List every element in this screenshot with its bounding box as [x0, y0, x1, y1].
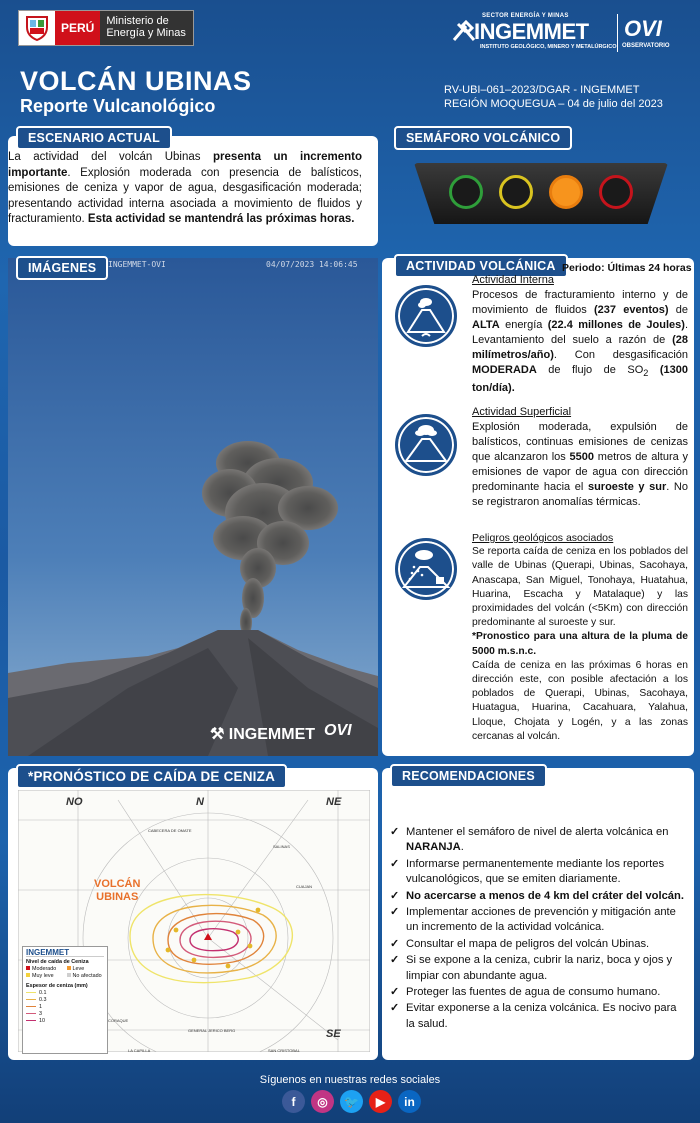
surface-activity-title: Actividad Superficial: [472, 406, 572, 418]
actividad-tag: ACTIVIDAD VOLCÁNICA: [394, 254, 568, 278]
surface-activity-text: Actividad Superficial Explosión moderada, expulsión de balísticos, continuas emisiones de cenizas que alcanzaron los 5500 metros de altura y emisiones de vapor de agua con dirección predominante hacia el suroeste y sur. No se registraron anomalías térmicas.: [472, 406, 688, 508]
brand-sector: SECTOR ENERGÍA Y MINAS: [482, 13, 569, 19]
legend-thickness-item: 0.1: [26, 990, 104, 997]
camera-timestamp: 04/07/2023 14:06:45: [266, 260, 358, 269]
internal-activity-text: Actividad Interna Procesos de fracturamiento interno y de movimiento de fluidos (237 eventos) de ALTA energía (22.4 millones de Joules). Levantamiento del suelo a razón de (28 milímetros/año). Con desgasificación MODERADA de flujo de $SO_2$ (1300 ton/día).: [472, 274, 688, 395]
legend-thickness-item: 10: [26, 1018, 104, 1025]
brand-divider: [617, 14, 618, 52]
forecast-legend: [22, 946, 108, 1054]
twitter-icon[interactable]: 🐦: [340, 1090, 363, 1113]
compass-no: NO: [66, 796, 83, 808]
svg-text:LA CAPILLA: LA CAPILLA: [128, 1048, 151, 1052]
compass-se: SE: [326, 1028, 341, 1040]
instagram-icon[interactable]: ◎: [311, 1090, 334, 1113]
report-region-date: REGIÓN MOQUEGUA – 04 de julio del 2023: [444, 98, 663, 110]
traffic-light: [414, 163, 668, 224]
legend-thickness-item: 0.3: [26, 997, 104, 1004]
legend-brand: INGEMMET: [26, 949, 104, 957]
svg-text:SAN CRISTOBAL: SAN CRISTOBAL: [268, 1048, 300, 1052]
legend-level-item: Leve: [67, 966, 105, 973]
svg-text:GENERAL JERICO BERG: GENERAL JERICO BERG: [188, 1028, 236, 1033]
svg-text:SALINAS: SALINAS: [273, 844, 290, 849]
red-light: [599, 175, 633, 209]
svg-text:CABECERA DE OMATE: CABECERA DE OMATE: [148, 828, 192, 833]
ovi-subtitle: OBSERVATORIO: [622, 43, 670, 49]
volcano-eruption-image: [8, 258, 378, 756]
escenario-tag: ESCENARIO ACTUAL: [16, 126, 172, 150]
government-logo: [18, 10, 194, 46]
linkedin-icon[interactable]: in: [398, 1090, 421, 1113]
geological-hazards-text: [472, 531, 688, 744]
watermark-ovi: OVI: [324, 722, 352, 739]
ash-forecast-panel: [8, 768, 378, 1060]
surface-activity-icon: [395, 414, 457, 476]
hazards-paragraph-2: Caída de ceniza en las próximas 6 horas en dirección este, con posible afectación a los poblados de Querapi, Ubinas, Sacohaya, Huatagua, Huarina, Cacahuara, Yalahua, Lloque, Chojata y Logén, y a las zonas cercanas al volcán.: [472, 659, 688, 742]
camera-label: INGEMMET-OVI: [108, 260, 166, 269]
youtube-icon[interactable]: ▶: [369, 1090, 392, 1113]
brand-name: INGEMMET: [474, 19, 589, 44]
yellow-light: [499, 175, 533, 209]
orange-light: [549, 175, 583, 209]
green-light: [449, 175, 483, 209]
escenario-text: La actividad del volcán Ubinas presenta un incremento importante. Explosión moderada con presencia de balísticos, emisiones de ceniza y vapor de agua, desgasificación moderada; presentando actividad interna asociada a movimiento de fluidos y fracturamiento. Esta actividad se mantendrá las próximas horas.: [8, 151, 362, 226]
hammer-icon: [452, 20, 476, 42]
semaforo-tag: SEMÁFORO VOLCÁNICO: [394, 126, 572, 150]
hazards-paragraph-1: Se reporta caída de ceniza en los poblados del valle de Ubinas (Querapi, Ubinas, Sacohaya, Anascapa, San Miguel, Tonohaya, Huatahua, Huarina, Escacha y Matalaque) y las proximidades del volcán (<5Km) con dirección predominante al suroeste y sur.: [472, 546, 688, 629]
recommendation-item: ✓ Implementar acciones de prevención y mitigación ante un incremento de la actividad volcánica.: [390, 905, 688, 936]
imagenes-tag: IMÁGENES: [16, 256, 108, 280]
coat-of-arms-icon: [19, 11, 55, 45]
recommendation-item: ✓ Informarse permanentemente mediante los reportes vulcanológicos, que se emiten diariamente.: [390, 857, 688, 888]
page-title: VOLCÁN UBINAS: [20, 66, 252, 96]
ingemmet-logo: [452, 10, 692, 58]
recommendation-item: ✓ Mantener el semáforo de nivel de alerta volcánica en NARANJA.: [390, 825, 688, 856]
recommendation-item: ✓ Consultar el mapa de peligros del volcán Ubinas.: [390, 937, 688, 952]
recommendation-item: ✓ Si se expone a la ceniza, cubrir la nariz, boca y ojos y limpiar con abundante agua.: [390, 953, 688, 984]
legend-level-item: Moderado: [26, 966, 64, 973]
legend-level-item: No afectado: [67, 973, 105, 980]
recommendation-item: ✓ No acercarse a menos de 4 km del cráter del volcán.: [390, 889, 688, 904]
recommendation-item: ✓ Evitar exponerse a la ceniza volcánica. Es nocivo para la salud.: [390, 1001, 688, 1032]
volcano-photo: [8, 258, 378, 756]
watermark-ingemmet: ⚒ INGEMMET: [210, 726, 316, 743]
pronostico-tag: *PRONÓSTICO DE CAÍDA DE CENIZA: [16, 764, 287, 789]
geological-hazards-title: Peligros geológicos asociados: [472, 532, 614, 544]
legend-level-item: Muy leve: [26, 973, 64, 980]
ovi-name: OVI: [624, 16, 662, 41]
legend-thickness-item: 3: [26, 1011, 104, 1018]
geological-hazards-icon: [395, 538, 457, 600]
svg-text:CUAJAN: CUAJAN: [296, 884, 313, 889]
legend-thickness-title: Espesor de ceniza (mm): [26, 983, 88, 989]
internal-activity-icon: [395, 285, 457, 347]
page-subtitle: Reporte Vulcanológico: [20, 96, 216, 116]
brand-subtitle: INSTITUTO GEOLÓGICO, MINERO Y METALÚRGICO: [480, 44, 617, 50]
report-code: RV-UBI–061–2023/DGAR - INGEMMET: [444, 84, 640, 96]
compass-ne: NE: [326, 796, 342, 808]
svg-text:CORAQUE: CORAQUE: [108, 1018, 129, 1023]
recommendations-list: [390, 825, 688, 1033]
footer-social-text: Síguenos en nuestras redes sociales: [259, 1074, 441, 1086]
recommendation-item: ✓ Proteger las fuentes de agua de consumo humano.: [390, 985, 688, 1000]
peru-label: PERÚ: [55, 11, 100, 45]
period-label: Periodo: Últimas 24 horas: [562, 262, 692, 274]
compass-n: N: [196, 796, 204, 808]
legend-thickness-item: 1: [26, 1004, 104, 1011]
facebook-icon[interactable]: f: [282, 1090, 305, 1113]
internal-activity-title: Actividad Interna: [472, 274, 554, 286]
ministry-label: Ministerio de Energía y Minas: [100, 11, 193, 45]
volcano-map-label: VOLCÁN UBINAS: [94, 878, 141, 903]
social-links: [282, 1090, 421, 1113]
legend-level-title: Nivel de caída de Ceniza: [26, 959, 89, 965]
recommendations-tag: RECOMENDACIONES: [390, 764, 547, 788]
plume-forecast-note: *Pronostico para una altura de la pluma de 5000 m.s.n.c.: [472, 631, 688, 657]
